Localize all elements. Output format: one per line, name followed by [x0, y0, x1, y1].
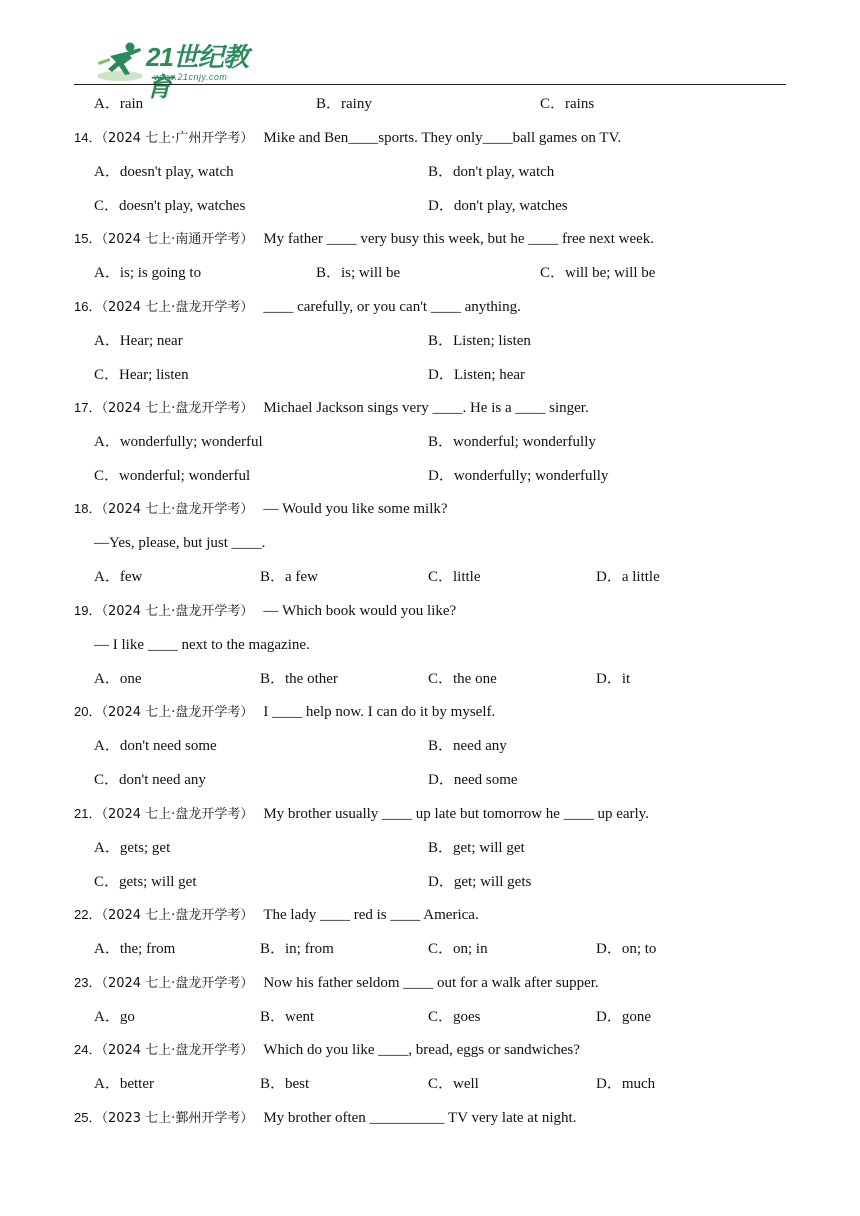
option-d: D．wonderfully; wonderfully: [428, 468, 609, 484]
option-b: B．Listen; listen: [428, 333, 531, 349]
option-b: B．don't play, watch: [428, 164, 555, 180]
option-a: A．one: [94, 671, 142, 687]
question-source: （2024 七上·盘龙开学考）: [101, 807, 254, 822]
option-d: D．Listen; hear: [428, 367, 526, 383]
question-stem: My brother usually ____ up late but tomorrow he ____ up early.: [263, 806, 649, 822]
option-b: B．need any: [428, 738, 507, 754]
option-b: B．went: [260, 1009, 315, 1025]
question-number: 21．: [74, 806, 102, 821]
question-source: （2024 七上·广州开学考）: [101, 131, 254, 146]
question-source: （2024 七上·盘龙开学考）: [101, 502, 254, 517]
option-b: B．the other: [260, 671, 338, 687]
question-number: 20．: [74, 704, 102, 719]
option-a: A．the; from: [94, 941, 176, 957]
question-source: （2024 七上·盘龙开学考）: [101, 705, 254, 720]
option-c: C．wonderful; wonderful: [94, 468, 251, 484]
question-stem: Which do you like ____, bread, eggs or sandwiches?: [263, 1042, 580, 1058]
question-number: 19．: [74, 603, 102, 618]
option-d: D．need some: [428, 772, 518, 788]
question-19: [74, 601, 456, 622]
question-line-2: — I like ____ next to the magazine.: [94, 637, 310, 653]
question-stem: Michael Jackson sings very ____. He is a ____ singer.: [263, 400, 589, 416]
question-stem: ____ carefully, or you can't ____ anything.: [263, 299, 521, 315]
option-b: B．in; from: [260, 941, 334, 957]
question-source: （2024 七上·盘龙开学考）: [101, 604, 254, 619]
option-a: A．few: [94, 569, 143, 585]
question-25: [74, 1108, 576, 1129]
option-b: B．best: [260, 1076, 310, 1092]
question-20: [74, 702, 495, 723]
question-stem: The lady ____ red is ____ America.: [263, 907, 479, 923]
question-stem: Mike and Ben____sports. They only____ball games on TV.: [263, 130, 622, 146]
option-c: C．little: [428, 569, 481, 585]
option-a: A．is; is going to: [94, 265, 202, 281]
question-line-2: —Yes, please, but just ____.: [94, 535, 266, 551]
question-source: （2024 七上·南通开学考）: [101, 232, 254, 247]
option-c: C．will be; will be: [540, 265, 656, 281]
logo-url: www.21cnjy.com: [154, 72, 228, 82]
question-stem: Now his father seldom ____ out for a walk after supper.: [263, 975, 599, 991]
option-a: A．better: [94, 1076, 154, 1092]
option-c: C．gets; will get: [94, 874, 197, 890]
question-16: [74, 297, 521, 318]
question-number: 25．: [74, 1110, 102, 1125]
question-source: （2024 七上·盘龙开学考）: [101, 401, 254, 416]
question-source: （2023 七上·鄞州开学考）: [101, 1111, 254, 1126]
question-stem: — Would you like some milk?: [263, 501, 448, 517]
question-21: [74, 804, 649, 825]
question-stem: My brother often __________ TV very late at night.: [263, 1110, 577, 1126]
question-number: 23．: [74, 975, 102, 990]
question-number: 15．: [74, 231, 102, 246]
question-stem: My father ____ very busy this week, but he ____ free next week.: [263, 231, 655, 247]
question-15: [74, 229, 654, 250]
question-source: （2024 七上·盘龙开学考）: [101, 976, 254, 991]
option-d: D．on; to: [596, 941, 657, 957]
page-header: [74, 36, 786, 102]
option-b: B．get; will get: [428, 840, 525, 856]
question-14: [74, 128, 621, 149]
option-a: A．don't need some: [94, 738, 217, 754]
option-a: A．doesn't play, watch: [94, 164, 234, 180]
option-b: B．wonderful; wonderfully: [428, 434, 596, 450]
option-c: C．Hear; listen: [94, 367, 189, 383]
option-c: C．on; in: [428, 941, 488, 957]
question-23: [74, 973, 599, 994]
question-source: （2024 七上·盘龙开学考）: [101, 908, 254, 923]
logo-text: 21世纪教育: [146, 42, 248, 102]
question-22: [74, 905, 479, 926]
option-c: C．don't need any: [94, 772, 206, 788]
question-17: [74, 398, 589, 419]
site-logo: [96, 40, 266, 102]
question-18: [74, 499, 448, 520]
option-c: C．rains: [540, 96, 595, 112]
runner-logo-icon: [96, 40, 146, 84]
option-d: D．it: [596, 671, 631, 687]
option-a: A．go: [94, 1009, 135, 1025]
question-number: 16．: [74, 299, 102, 314]
header-rule: [74, 84, 786, 85]
option-c: C．well: [428, 1076, 479, 1092]
question-number: 17．: [74, 400, 102, 415]
question-source: （2024 七上·盘龙开学考）: [101, 1043, 254, 1058]
question-stem: — Which book would you like?: [263, 603, 457, 619]
question-number: 22．: [74, 907, 102, 922]
question-number: 14．: [74, 130, 102, 145]
option-c: C．doesn't play, watches: [94, 198, 246, 214]
option-a: A．rain: [94, 96, 144, 112]
option-a: A．wonderfully; wonderful: [94, 434, 263, 450]
question-24: [74, 1040, 580, 1061]
option-d: D．a little: [596, 569, 660, 585]
question-number: 24．: [74, 1042, 102, 1057]
option-d: D．gone: [596, 1009, 651, 1025]
option-b: B．rainy: [316, 96, 372, 112]
question-number: 18．: [74, 501, 102, 516]
option-b: B．is; will be: [316, 265, 401, 281]
option-d: D．don't play, watches: [428, 198, 568, 214]
option-d: D．get; will gets: [428, 874, 532, 890]
question-stem: I ____ help now. I can do it by myself.: [263, 704, 496, 720]
option-c: C．the one: [428, 671, 497, 687]
option-a: A．gets; get: [94, 840, 171, 856]
option-b: B．a few: [260, 569, 318, 585]
question-source: （2024 七上·盘龙开学考）: [101, 300, 254, 315]
option-a: A．Hear; near: [94, 333, 183, 349]
option-d: D．much: [596, 1076, 656, 1092]
option-c: C．goes: [428, 1009, 481, 1025]
